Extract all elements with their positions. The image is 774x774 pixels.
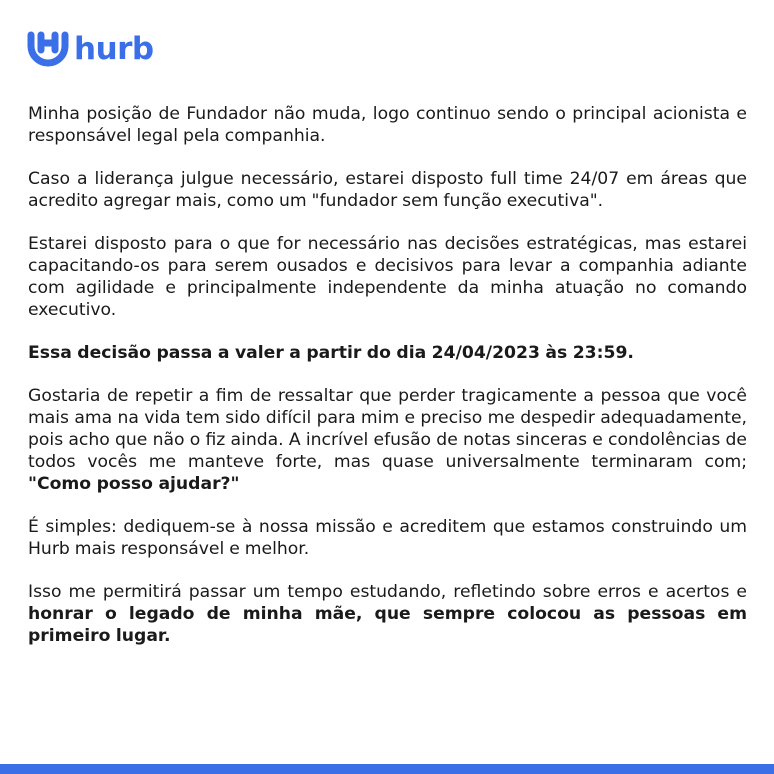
bold-text: Essa decisão passa a valer a partir do dia 24/04/2023 às 23:59. <box>28 343 634 363</box>
text-segment: Estarei disposto para o que for necessário nas decisões estratégicas, mas estarei capacitando-os para serem ousados e decisivos para levar a companhia adiante com agilidade e principalmente independente da minha atuação no comando executivo. <box>28 234 747 320</box>
text-segment: É simples: dediquem-se à nossa missão e acreditem que estamos construindo um Hurb mais responsável e melhor. <box>28 517 747 559</box>
text-segment: Minha posição de Fundador não muda, logo continuo sendo o principal acionista e responsável legal pela companhia. <box>28 104 747 146</box>
paragraph <box>28 581 747 647</box>
hurb-logo <box>27 28 154 72</box>
paragraph <box>28 168 747 212</box>
text-segment: Caso a liderança julgue necessário, estarei disposto full time 24/07 em áreas que acredito agregar mais, como um "fundador sem função executiva". <box>28 169 747 211</box>
bold-text: "Como posso ajudar?" <box>28 474 240 494</box>
paragraph <box>28 342 747 364</box>
paragraph <box>28 103 747 147</box>
text-segment: Isso me permitirá passar um tempo estudando, refletindo sobre erros e acertos e <box>28 582 747 602</box>
brand-name: hurb <box>74 30 154 67</box>
paragraph <box>28 385 747 495</box>
bold-text: honrar o legado de minha mãe, que sempre colocou as pessoas em primeiro lugar. <box>28 604 747 646</box>
letter-body <box>28 103 747 668</box>
hurb-logo-icon <box>27 30 69 70</box>
bottom-accent-bar <box>0 764 774 774</box>
paragraph <box>28 233 747 321</box>
text-segment: Gostaria de repetir a fim de ressaltar que perder tragicamente a pessoa que você mais ama na vida tem sido difícil para mim e preciso me despedir adequadamente, pois acho que não o fiz ainda. A incrível efusão de notas sinceras e condolências de todos vocês me manteve forte, mas quase universalmente terminaram com; <box>28 386 747 472</box>
paragraph <box>28 516 747 560</box>
